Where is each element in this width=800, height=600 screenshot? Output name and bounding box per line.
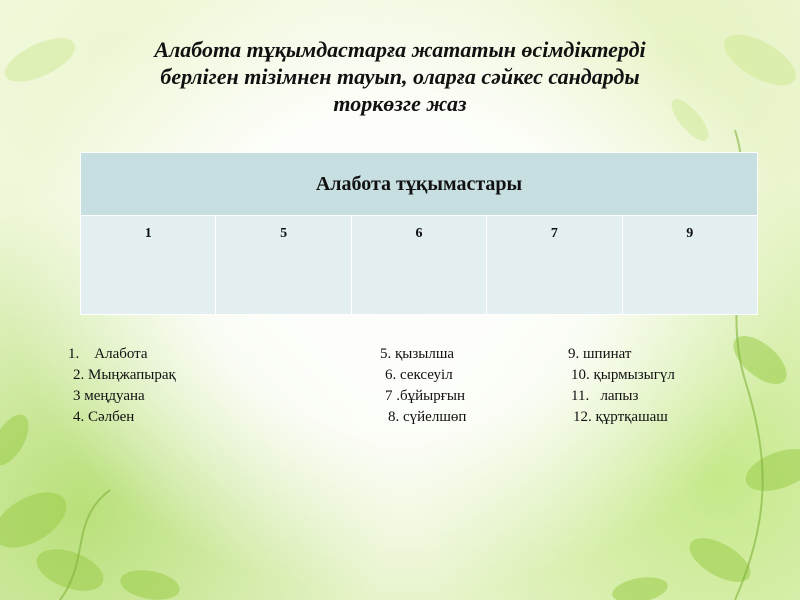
list-item: 5. қызылша <box>380 346 455 362</box>
answer-table <box>80 152 758 315</box>
title-line-2: берліген тізімнен тауып, оларға сәйкес сандарды <box>160 64 640 89</box>
title-line-1: Алабота тұқымдастарға жататын өсімдіктерді <box>154 37 646 62</box>
table-row <box>81 216 758 315</box>
table-header-row <box>81 153 758 216</box>
list-item: 10. қырмызыгүл <box>571 367 675 383</box>
plant-list-column-3 <box>568 344 675 428</box>
table-cell[interactable]: 1 <box>81 216 216 315</box>
list-item: 11. лапыз <box>571 388 639 404</box>
list-item: 4. Сәлбен <box>73 409 135 425</box>
list-item: 1. Алабота <box>68 346 148 362</box>
list-item: 8. сүйелшөп <box>388 409 467 425</box>
page-title <box>80 36 720 117</box>
list-item: 12. құртқашаш <box>573 409 668 425</box>
list-item: 9. шпинат <box>568 346 632 362</box>
plant-list-column-1 <box>68 344 176 428</box>
table-header: Алабота тұқымастары <box>81 153 758 216</box>
list-item: 2. Мыңжапырақ <box>73 367 176 383</box>
table-cell[interactable]: 7 <box>487 216 622 315</box>
table-cell[interactable]: 9 <box>622 216 757 315</box>
list-item: 7 .бұйырғын <box>385 388 465 404</box>
table-cell[interactable]: 5 <box>216 216 351 315</box>
list-item: 3 меңдуана <box>73 388 145 404</box>
list-item: 6. сексеуіл <box>385 367 453 383</box>
title-line-3: торкөзге жаз <box>333 91 467 116</box>
table-cell[interactable]: 6 <box>351 216 486 315</box>
plant-list-column-2 <box>380 344 466 428</box>
